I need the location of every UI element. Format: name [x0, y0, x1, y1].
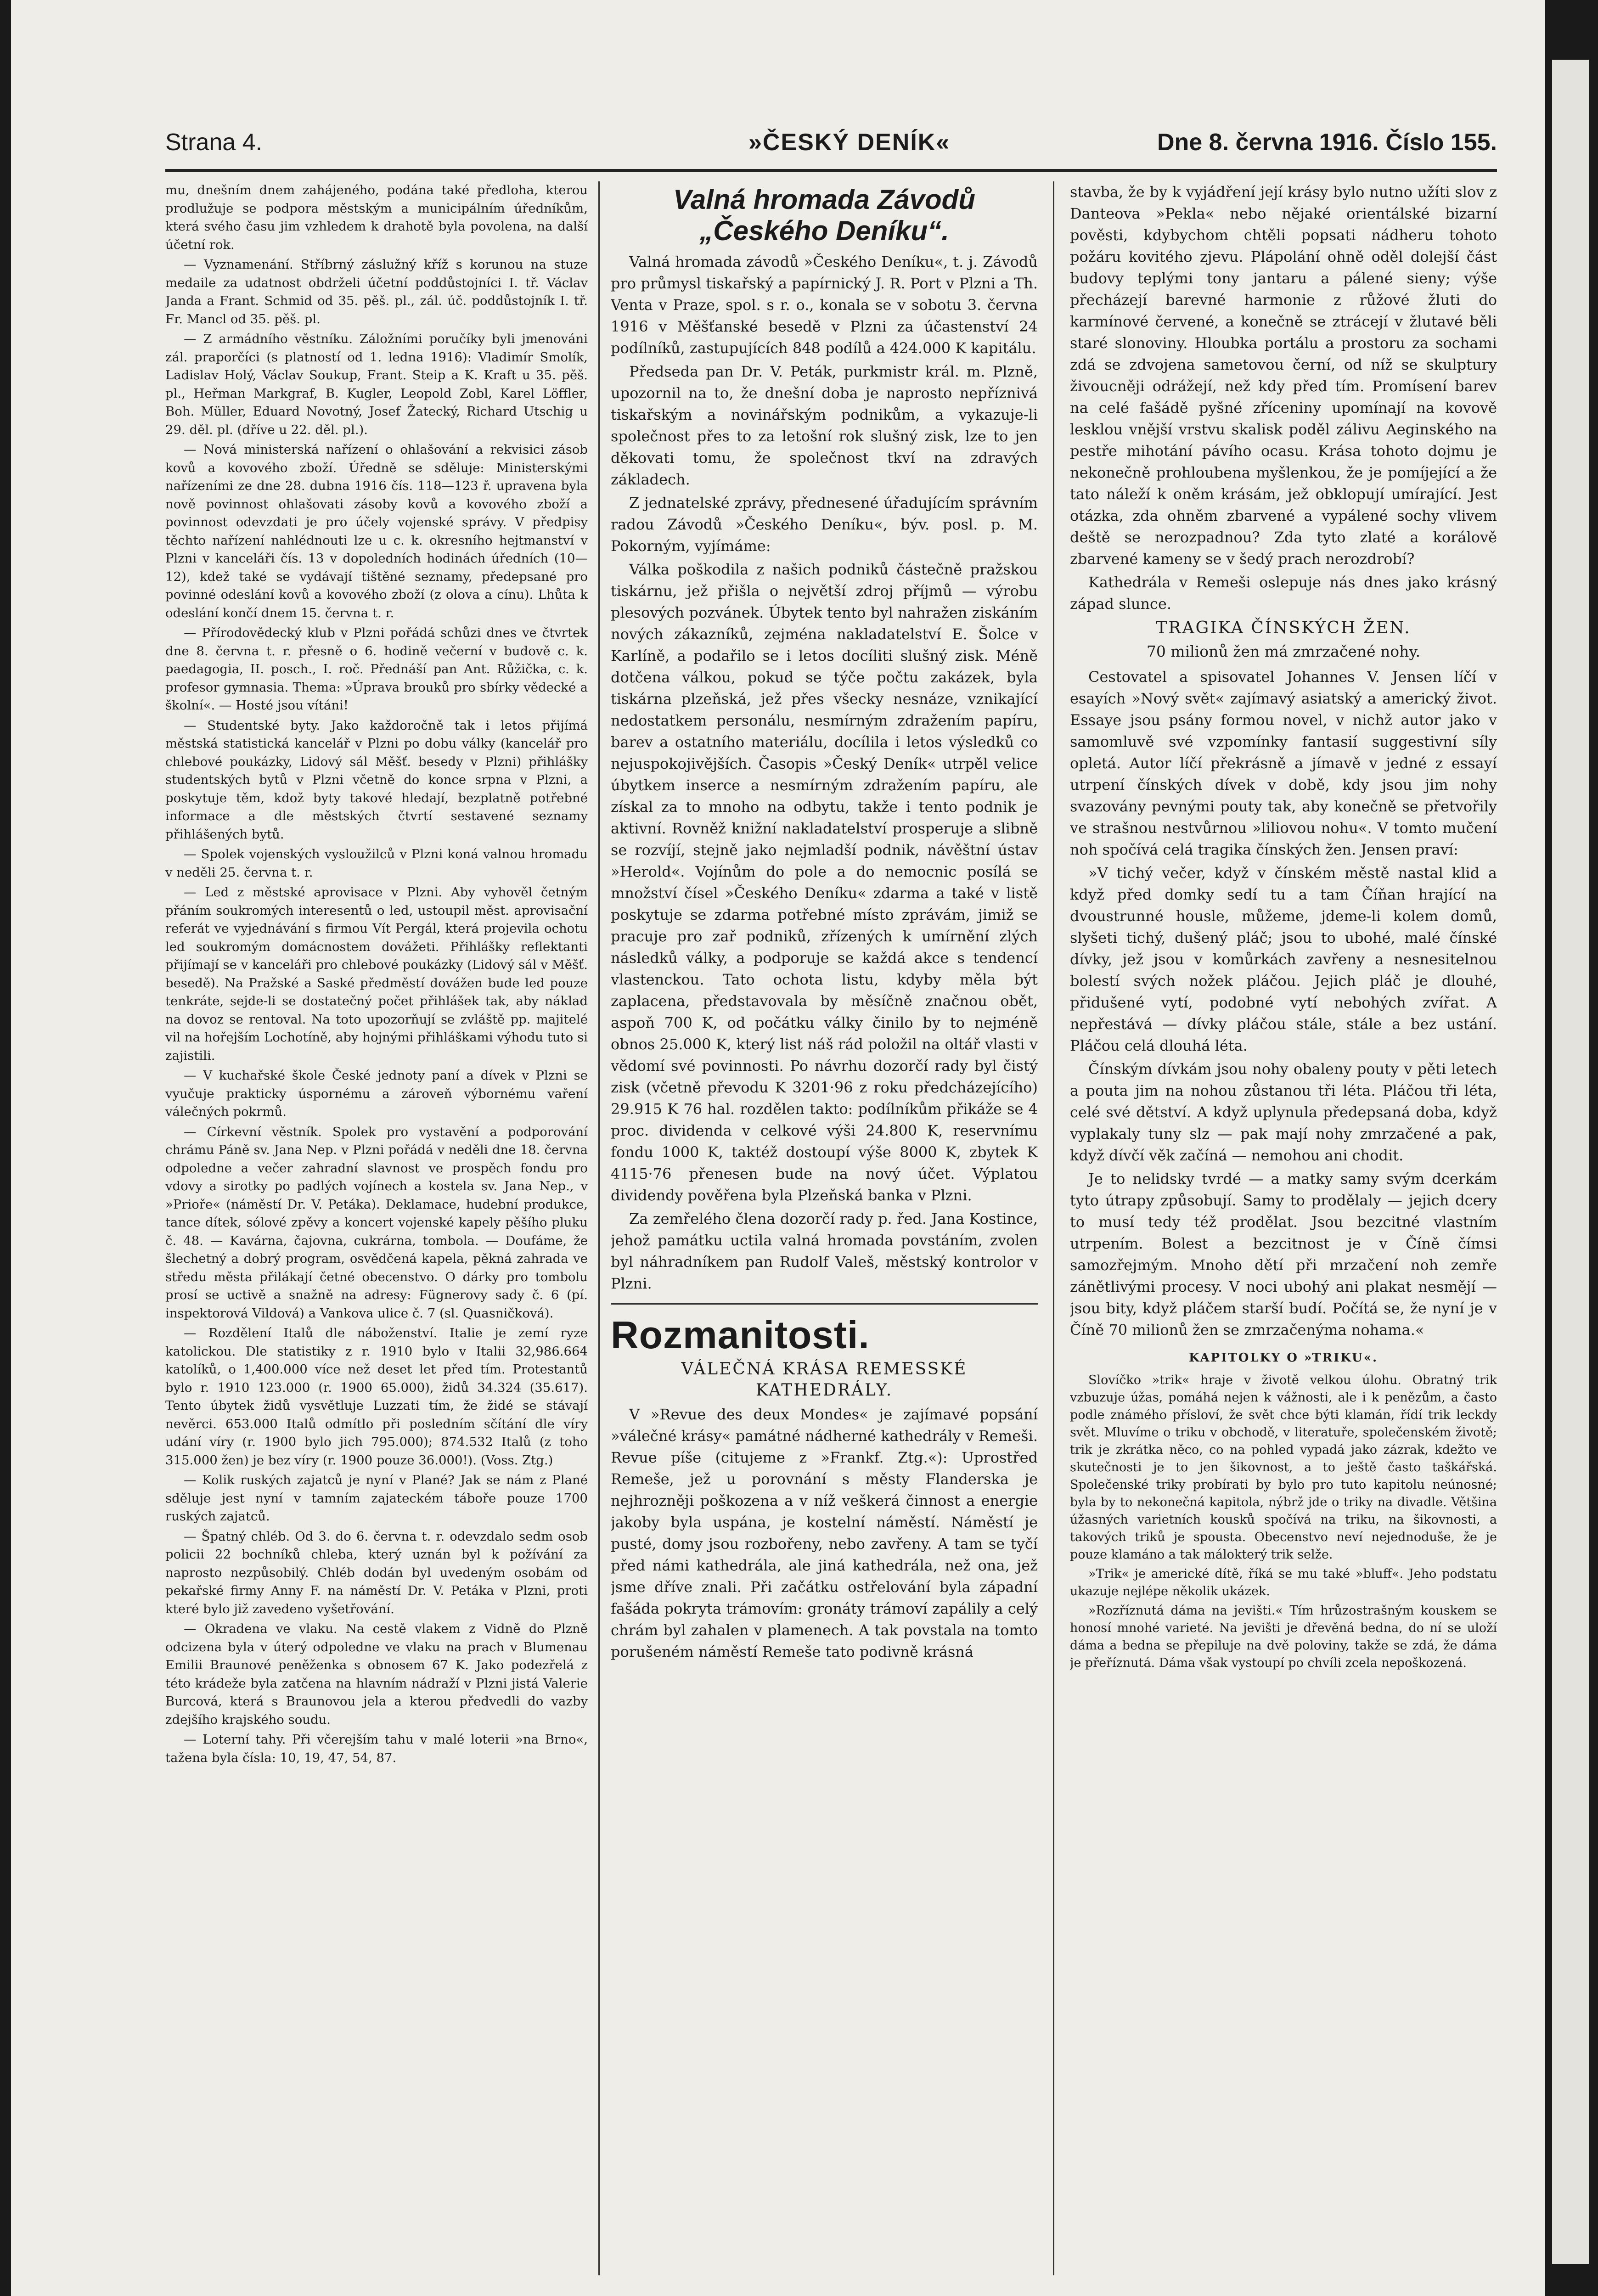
news-item: mu, dnešním dnem zahájeného, podána také předloha, kterou prodlužuje se podpora městským a municipálním úředníkům, která svého času jim vzhledem k drahotě byla povolena, na další účetní rok.	[165, 183, 588, 252]
news-item: — Vyznamenání. Stříbrný záslužný kříž s korunou na stuze medaile za udatnost obdrželi účetní poddůstojníci I. tř. Václav Janda a Frant. Schmid od 35. pěš. pl., zál. úč. poddůstojník I. tř. Fr. Mancl od 35. pěš. pl.	[165, 257, 588, 326]
article-paragraph: stavba, že by k vyjádření její krásy bylo nutno užíti slov z Danteova »Pekla« nebo nějaké orientálské bizarní pověsti, kdybychom chtěli popsati nádheru tohoto požáru kovitého zjevu. Plápolání ohně oděl dolejší část budovy teplými tony jantaru a pálené sieny; výše přecházejí barevné harmonie z růžové žluti do karmínové červené, a konečně se ztrácejí v žlutavé běli staré slonoviny. Hloubka portálu a prostoru za sochami zdá se zdvojena sametovou černí, od níž se skulptury živoucněji odrážejí, než kdy před tím. Promísení barev na celé fašádě pyšné zříceniny upomínají na kovově lesklou vnější vrstvu skalisk poděl zálivu Aeginského na pestře mihotání pávího ocasu. Krása tohoto dojmu je nekonečně prohloubena myšlenkou, že je pomíjející a že tato náleží k oněm krásám, jež obklopují umírající. Jest otázka, zda ohněm zbarvené a vypálené sochy vlivem deště se nerozpadnou? Zda tyto zlaté a korálově zbarvené kameny se v šedý prach nerozdrobí?	[1070, 183, 1497, 568]
header-rule	[165, 169, 1497, 172]
article-paragraph: Slovíčko »trik« hraje v životě velkou úlohu. Obratný trik vzbuzuje úžas, pomáhá nejen k vážnosti, ale i k penězům, a často podle známého přísloví, že svět chce býti klamán, řídí trik leckdy svět. Mluvíme o triku v obchodě, v literatuře, společenském životě; trik je zkrátka něco, co na pohled vypadá jako zázrak, kdežto ve skutečnosti je to jen šikovnost, a to ještě často taškářská. Společenské triky probírati by bylo pro tuto kapitolu neúnosné; byla by to nekonečná kapitola, nýbrž jde o triky na divadle. Většina úžasných varietních kousků spočívá na triku, na šikovnosti, a takových triků je spousta. Obecenstvo neví nejednoduše, že je pouze klamáno a tak málokterý trik selže.	[1070, 1373, 1497, 1562]
section-rule	[611, 1303, 1038, 1305]
news-item: — V kuchařské škole České jednoty paní a dívek v Plzni se vyučuje prakticky úspornému a zároveň výbornému vaření válečných pokrmů.	[165, 1068, 588, 1119]
article-paragraph: Čínským dívkám jsou nohy obaleny pouty v pěti letech a pouta jim na nohou zůstanou tři léta. Pláčou tři léta, celé své dětství. A když uplynula předepsaná doba, když vyplakaly tuny slz — pak mají nohy zmrzačené a pak, když dívčí věk začíná — nemohou ani chodit.	[1070, 1060, 1497, 1164]
article-paragraph: V »Revue des deux Mondes« je zajímavé popsání »válečné krásy« památné nádherné kathedrály v Remeši. Revue píše (citujeme z »Frankf. Ztg.«): Uprostřed Remeše, jež u porovnání s městy Flanderska je nejhrozněji poškozena a v níž veškerá činnost a energie jakoby byla uspána, je kostelní náměstí. Náměstí je pusté, domy jsou rozbořeny, nebo zavřeny. A tam se tyčí před námi kathedrála, ale jiná kathedrála, než ona, jež jsme dříve znali. Při začátku ostřelování byla západní fašáda pokryta trámovím: gronáty trámoví zapálily a celý chrám byl zahalen v plamenech. A tak povstala na tomto porušeném náměstí Remeše tato podivně krásná	[611, 1406, 1038, 1660]
news-item: — Rozdělení Italů dle náboženství. Italie je zemí ryze katolickou. Dle statistiky z r. 1910 bylo v Italii 32,986.664 katolíků, o 1,400.000 více než deset let před tím. Protestantů bylo r. 1910 123.000 (r. 1900 65.000), židů 34.324 (35.617). Tento úbytek židů vysvětluje Luzzati tím, že židé se stávají nevěrci. 653.000 Italů odmítlo při posledním sčítání dle víry udání víry (r. 1900 bylo jich 795.000); 874.532 Italů (z toho 315.000 žen) je bez víry (r. 1900 pouze 36.000!). (Voss. Ztg.)	[165, 1326, 588, 1468]
article-paragraph: »Trik« je americké dítě, říká se mu také »bluff«. Jeho podstatu ukazuje nejlépe několik ukázek.	[1070, 1567, 1497, 1598]
news-item: — Spolek vojenských vysloužilců v Plzni koná valnou hromadu v neděli 25. června t. r.	[165, 847, 588, 880]
article-subheading: 70 milionů žen má zmrzačené nohy.	[1146, 642, 1421, 660]
column-miscellany	[1070, 181, 1497, 2275]
article-paragraph: Za zemřelého člena dozorčí rady p. řed. Jana Kostince, jehož památku uctila valná hromada povstáním, zvolen byl náhradníkem pan Rudolf Valeš, městský kontrolor v Plzni.	[611, 1210, 1038, 1292]
article-paragraph: »Rozříznutá dáma na jevišti.« Tím hrůzostrašným kouskem se honosí mnohé varieté. Na jevišti je dřevěná bedna, do ní se uloží dáma a bedna se přepiluje na dvě poloviny, takže se zdá, že dáma je přeříznutá. Dáma však vystoupí po chvíli zcela nepoškozená.	[1070, 1604, 1497, 1670]
column-local-news	[165, 181, 588, 2275]
article-paragraph: Válka poškodila z našich podniků částečně pražskou tiskárnu, jež přišla o největší zdroj příjmů — výrobu plesových pozvánek. Úbytek tento byl nahražen ziskáním nových zákazníků, zejména nakladatelství E. Šolce v Karlíně, a podařilo se i letos docíliti slušný zisk. Méně dotčena válkou, pokud se týče počtu zakázek, byla tiskárna plzeňská, jež přes všecky nesnáze, vznikající nedostatkem personálu, nesmírným zdražením papíru, barev a ostatního materiálu, docílila i letos výsledků co nejuspokojivějších. Časopis »Český Deník« utrpěl velice úbytkem inserce a nesmírným zdražením papíru, ale získal za to mnoho na odbytu, takže i tento podnik je aktivní. Rovněž knižní nakladatelství prosperuje a slibně se rozvíjí, stejně jako nejmladší podnik, návěštní ústav »Herold«. Vojínům do pole a do nemocnic posílá se množství čísel »Českého Deníku« zdarma a také v listě poskytuje se zdarma potřebné místo zprávám, jimiž se pracuje pro zař podniků, zřízených k umírnění zlých následků války, a podporuje se každá akce s tendencí vlastenckou. Tato ochota listu, kdyby měla být zaplacena, představovala by měsíčně značnou obět, aspoň 700 K, od počátku války činilo by to nejméně obnos 25.000 K, který list náš rád položil na oltář vlasti v vědomí své povinnosti. Po návrhu dozorčí rady byl čistý zisk (včetně převodu K 3201·96 z roku předcházejícího) 29.915 K 76 hal. rozdělen takto: podílníkům přikáže se 4 proc. dividenda v celkové výši 24.800 K, reservnímu fondu 1000 K, taktéž dostoupí výše 8000 K, zbytek K 4115·76 přenesen bude na nový účet. Výplatou dividendy pověřena byla Plzeňská banka v Plzni.	[611, 561, 1038, 1204]
article-subtitle-small: KAPITOLKY O »TRIKU«.	[1188, 1351, 1379, 1365]
news-item: — Led z městské aprovisace v Plzni. Aby vyhověl četným přáním soukromých interesentů o led, ustoupil měst. aprovisační referát ve vyjednávání s firmou Vít Pergál, která projevila ochotu led soukromým domácnostem dovážeti. Přihlášky reflektanti přijímají se v kanceláři pro chlebové poukázky (Lidový sál v Měšť. besedě). Na Pražské a Saské předměstí dovážen bude led pouze tenkráte, sejde-li se dostatečný počet přihlášek tak, aby náklad na dovoz se rentoval. Na toto upozorňují se zvláště pp. majitelé vil na hořejším Lochotíně, aby hojnými přihláškami výhodu tuto si zajistili.	[165, 885, 588, 1063]
news-item: — Studentské byty. Jako každoročně tak i letos přijímá městská statistická kancelář v Plzni po dobu války (kancelář pro chlebové poukázky, Lidový sál Měšť. besedy v Plzni) přihlášky studentských bytů v Plzni včetně do konce srpna v Plzni, a poskytuje těm, kdož byty takové hledají, bezplatně potřebné informace a dle městských čtvrtí sestavené seznamy přihlášených bytů.	[165, 718, 588, 842]
date: Dne 8. června 1916.	[1157, 129, 1379, 156]
article-subtitle: VÁLEČNÁ KRÁSA REMESSKÉ KATHEDRÁLY.	[681, 1360, 968, 1400]
news-item: — Špatný chléb. Od 3. do 6. června t. r. odevzdalo sedm osob policii 22 bochníků chleba, který uznán byl k požívání za naprosto nezpůsobilý. Chléb dodán byl uvedeným osobám od pekařské firmy Anny F. na náměstí Dr. V. Petáka v Plzni, proti které bylo již zavedeno vyšetřování.	[165, 1529, 588, 1616]
issue-number: Číslo 155.	[1385, 129, 1497, 156]
masthead: »ČESKÝ DENÍK«	[748, 129, 951, 156]
news-item: — Z armádního věstníku. Záložními poručíky byli jmenováni zál. praporčíci (s platností od 1. ledna 1916): Vladimír Smolík, Ladislav Holý, Václav Soukup, Frant. Steip a K. Kraft u 35. pěš. pl., Heřman Markgraf, B. Kugler, Leopold Zobl, Karel Löffler, Boh. Müller, Eduard Novotný, Josef Žatecký, Richard Utschig u 29. děl. pl. (dříve u 22. děl. pl.).	[165, 332, 588, 437]
article-paragraph: Kathedrála v Remeši oslepuje nás dnes jako krásný západ slunce.	[1070, 574, 1497, 613]
page-header	[165, 119, 1497, 170]
article-paragraph: Je to nelidsky tvrdé — a matky samy svým dcerkám tyto útrapy způsobují. Samy to prodělaly — jejich dcery to musí tedy též prodělat. Jsou bezcitné vlastním utrpením. Bolest a bezcitnost je v Číně čímsi samozřejmým. Mnoho dětí při mrzačení noh zemře zánětlivými procesy. V noci ubohý ani plakat nesmějí — jsou bity, když pláčem starší budí. Počítá se, že nyní je v Číně 70 milionů žen se zmrzačenýma nohama.«	[1070, 1170, 1497, 1339]
article-paragraph: Cestovatel a spisovatel Johannes V. Jensen líčí v esayích »Nový svět« zajímavý asiatský a americký život. Essaye jsou psány formou novel, v nichž autor jako v samomluvě své vzpomínky fantasií suggestivní síly opletá. Autor líčí překrásně a jímavě v jedné z essayí utrpení čínských dívek v době, kdy jsou jim nohy svazovány pevnými pouty tak, aby konečně se přetvořily ve strašnou nestvůrnou »liliovou nohu«. V tomto mučení noh spočívá celá tragika čínských žen. Jensen praví:	[1070, 668, 1497, 858]
column-divider-1	[598, 181, 600, 2275]
section-title: Rozmanitosti.	[611, 1313, 870, 1356]
news-item: — Okradena ve vlaku. Na cestě vlakem z Vidně do Plzně odcizena byla v úterý odpoledne ve vlaku na prach v Blumenau Emilii Braunové peněženka s obnosem 67 K. Jako podezřelá z této krádeže byla zatčena na hlavním nádraží v Plzni jistá Valerie Burcová, která s Braunovou jela a kterou předvedli do vazby zdejšího krajského soudu.	[165, 1621, 588, 1727]
article-paragraph: Z jednatelské zprávy, přednesené úřadujícím správním radou Závodů »Českého Deníku«, býv. posl. p. M. Pokorným, vyjímáme:	[611, 494, 1038, 555]
column-general-meeting	[611, 181, 1038, 2275]
news-item: — Kolik ruských zajatců je nyní v Plané? Jak se nám z Plané sděluje jest nyní v tamním zajateckém táboře pouze 1700 ruských zajatců.	[165, 1473, 588, 1524]
article-subtitle: TRAGIKA ČÍNSKÝCH ŽEN.	[1156, 619, 1411, 637]
issue-date	[1157, 129, 1497, 156]
article-paragraph: »V tichý večer, když v čínském městě nastal klid a když před domky sedí tu a tam Číňan hrající na dvoustrunné housle, můžeme, jdeme-li kolem domů, slyšeti tichý, dušený pláč; jsou to ubohé, malé čínské dívky, jež jsou v komůrkách zavřeny a nesnesitelnou bolestí svých nožek pláčou. Jejich pláč je dlouhé, přidušené vytí, podobné vytí nebohých zvířat. A nepřestává — dívky pláčou stále, stále a bez ustání. Pláčou celá dlouhá léta.	[1070, 864, 1497, 1054]
column-divider-2	[1053, 181, 1054, 2275]
news-item: — Církevní věstník. Spolek pro vystavění a podporování chrámu Páně sv. Jana Nep. v Plzni pořádá v neděli dne 18. června odpoledne a večer zahradní slavnost ve prospěch fondu pro vdovy a sirotky po padlých vojínech a kostela sv. Jana Nep., v »Prioře« (náměstí Dr. V. Petáka). Deklamace, hudební produkce, tance dítek, sólové zpěvy a koncert vojenské kapely pěšího pluku č. 48. — Kavárna, čajovna, cukrárna, tombola. — Doufáme, že šlechetný a dobrý program, osvědčená kapela, pěkná zahrada ve středu města přilákají četné obecenstvo. O dárky pro tombolu prosí se uctivě a snažně na adresy: Fügnerovy sady č. 6 (pí. inspektorová Vildová) a Vankova ulice č. 7 (sl. Quasničková).	[165, 1124, 588, 1321]
article-paragraph: Předseda pan Dr. V. Peták, purkmistr král. m. Plzně, upozornil na to, že dnešní doba je naprosto nepříznivá tiskařským a novinářským podnikům, a vykazuje-li společnost přes to za letošní rok slušný zisk, lze to jen děkovati tomu, že společnost tkví na zdravých základech.	[611, 363, 1038, 488]
page-number: Strana 4.	[165, 129, 263, 156]
article-paragraph: Valná hromada závodů »Českého Deníku«, t. j. Závodů pro průmysl tiskařský a papírnický J. R. Port v Plzni a Th. Venta v Praze, spol. s r. o., konala se v sobotu 3. června 1916 v Měšťanské besedě v Plzni za účastenství 24 podílníků, zastupujících 848 podílů a 424.000 K kapitálu.	[611, 253, 1038, 357]
adjacent-page-edge	[1552, 60, 1589, 2264]
news-item: — Nová ministerská nařízení o ohlašování a rekvisici zásob kovů a kovového zboží. Úředně se sděluje: Ministerskými nařízeními ze dne 28. dubna 1916 čís. 118—123 ř. upravena byla nově povinnost ohlašovati zásoby kovů a kovového zboží a povinnost odevzdati je pro účely vojenské správy. V předpisy těchto nařízení nahlédnouti lze u c. k. okresního hejtmanství v Plzni v kanceláři čís. 13 v dopoledních hodinách úředních (10—12), kdež také se vydávají tištěné seznamy, předepsané pro povinné odeslání kovů a kovového zboží (z olova a cínu). Lhůta k odeslání končí dnem 15. června t. r.	[165, 442, 588, 620]
news-item: — Přírodovědecký klub v Plzni pořádá schůzi dnes ve čtvrtek dne 8. června t. r. přesně o 6. hodině večerní v budově c. k. paedagogia, II. posch., I. roč. Přednáší pan Ant. Růžička, c. k. profesor gymnasia. Thema: »Úprava brouků pro sbírky vědecké a školní«. — Hosté jsou vítáni!	[165, 625, 588, 713]
news-item: — Loterní tahy. Při včerejším tahu v malé loterii »na Brno«, tažena byla čísla: 10, 19, 47, 54, 87.	[165, 1732, 588, 1765]
article-title: Valná hromada Závodů „Českého Deníku“.	[673, 184, 975, 246]
